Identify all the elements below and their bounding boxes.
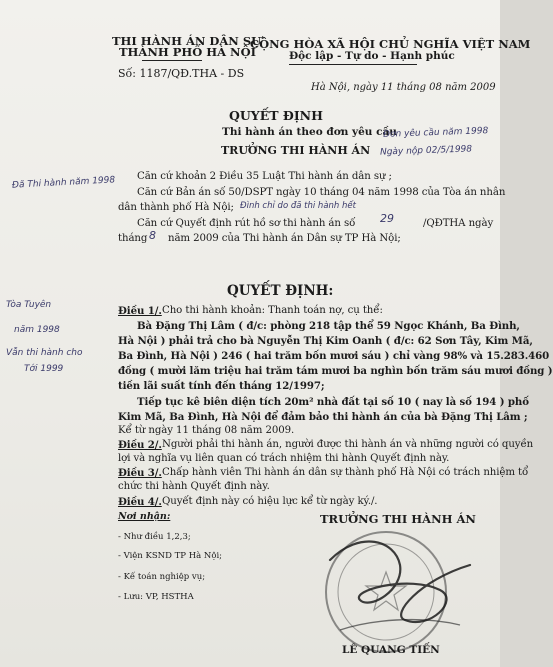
basis-line-3d: năm 2009 của Thi hành án Dân sự TP Hà Nội; bbox=[168, 233, 401, 244]
handwritten-note-request: Đơn yêu cầu năm 1998 bbox=[382, 126, 489, 140]
decision-title: QUYẾT ĐỊNH bbox=[229, 108, 323, 123]
article-1-para2-line1: Tiếp tục kê biên diện tích 20m² nhà đất tại số 10 ( nay là số 194 ) phố bbox=[137, 396, 529, 408]
handwritten-fill-reason: Đình chỉ do đã thi hành hết bbox=[240, 201, 356, 211]
article-2-line1: Người phải thi hành án, người được thi hành án và những người có quyền bbox=[162, 439, 534, 450]
signature-title: TRƯỞNG THI HÀNH ÁN bbox=[320, 512, 476, 526]
article-1-para2-line2: Kim Mã, Ba Đình, Hà Nội để đảm bảo thi hành án của bà Đặng Thị Lâm ; bbox=[118, 411, 528, 423]
article-4-label: Điều 4/. bbox=[118, 496, 162, 508]
document-number: Số: 1187/QĐ.THA - DS bbox=[118, 67, 245, 80]
republic-title: CỘNG HÒA XÃ HỘI CHỦ NGHĨA VIỆT NAM bbox=[250, 37, 531, 51]
article-1-para1-line2: Hà Nội ) phải trả cho bà Nguyễn Thị Kim Oanh ( đ/c: 62 Sơn Tây, Kim Mã, bbox=[118, 335, 533, 347]
article-1-para1-line1: Bà Đặng Thị Lâm ( đ/c: phòng 218 tập thể 59 Ngọc Khánh, Ba Đình, bbox=[137, 320, 520, 332]
article-1-para1-line4: đồng ( mười lăm triệu hai trăm tám mươi ba nghìn bốn trăm sáu mươi đồng ) bbox=[118, 365, 553, 377]
org-name-line2: THÀNH PHỐ HÀ NỘI bbox=[119, 45, 256, 59]
handwritten-margin-1: Tòa Tuyên bbox=[6, 300, 52, 310]
handwritten-note-date: Ngày nộp 02/5/1998 bbox=[379, 144, 473, 158]
authority-title: TRƯỞNG THI HÀNH ÁN bbox=[221, 144, 371, 157]
recipient-item: - Như điều 1,2,3; bbox=[118, 532, 191, 542]
national-motto: Độc lập - Tự do - Hạnh phúc bbox=[289, 50, 455, 62]
article-1-para1-line5: tiền lãi suất tính đến tháng 12/1997; bbox=[118, 380, 325, 392]
article-2-label: Điều 2/. bbox=[118, 439, 162, 451]
recipients-label: Nơi nhận: bbox=[118, 511, 171, 522]
org-underline bbox=[142, 60, 202, 61]
recipient-item: - Viện KSND TP Hà Nội; bbox=[118, 551, 223, 561]
handwritten-margin-4: Tới 1999 bbox=[24, 364, 64, 374]
decision-heading: QUYẾT ĐỊNH: bbox=[227, 283, 334, 299]
article-4-line1: Quyết định này có hiệu lực kể từ ngày ký./. bbox=[162, 496, 378, 507]
article-3-line2: chức thi hành Quyết định này. bbox=[118, 481, 270, 492]
basis-line-2b: dân thành phố Hà Nội; bbox=[118, 202, 234, 213]
basis-line-3b: /QĐTHA ngày bbox=[423, 218, 494, 229]
handwritten-margin-3: Vẫn thi hành cho bbox=[6, 348, 83, 358]
basis-line-1: Căn cứ khoản 2 Điều 35 Luật Thi hành án dân sự ; bbox=[137, 171, 392, 182]
recipient-item: - Lưu: VP, HSTHA bbox=[118, 592, 194, 602]
article-3-line1: Chấp hành viên Thi hành án dân sự thành phố Hà Nội có trách nhiệm tổ bbox=[162, 467, 529, 478]
handwritten-note-executed: Đã Thi hành năm 1998 bbox=[11, 175, 116, 191]
handwritten-margin-2: năm 1998 bbox=[14, 325, 60, 335]
place-date: Hà Nội, ngày 11 tháng 08 năm 2009 bbox=[311, 82, 496, 93]
signatory-name: LÊ QUANG TIẾN bbox=[342, 644, 440, 656]
recipient-item: - Kế toán nghiệp vụ; bbox=[118, 572, 206, 582]
basis-line-2a: Căn cứ Bản án số 50/DSPT ngày 10 tháng 04 năm 1998 của Tòa án nhân bbox=[137, 187, 506, 198]
article-1-effective-date: Kể từ ngày 11 tháng 08 năm 2009. bbox=[118, 425, 295, 436]
decision-subtitle: Thi hành án theo đơn yêu cầu bbox=[222, 126, 397, 138]
handwritten-signature-icon bbox=[300, 520, 490, 660]
basis-line-3a: Căn cứ Quyết định rút hồ sơ thi hành án số bbox=[137, 218, 356, 229]
org-name-line1: THI HÀNH ÁN DÂN SỰ bbox=[112, 34, 262, 48]
article-3-label: Điều 3/. bbox=[118, 467, 162, 479]
article-1-text: Cho thi hành khoản: Thanh toán nợ, cụ thể: bbox=[162, 305, 383, 316]
handwritten-fill-month: 8 bbox=[149, 229, 156, 242]
article-1-label: Điều 1/. bbox=[118, 305, 162, 317]
article-1-para1-line3: Ba Đình, Hà Nội ) 246 ( hai trăm bốn mươi sáu ) chỉ vàng 98% và 15.283.460 bbox=[118, 350, 550, 362]
basis-line-3c: tháng bbox=[118, 233, 148, 244]
handwritten-fill-number: 29 bbox=[380, 212, 394, 225]
motto-underline bbox=[289, 64, 417, 65]
article-2-line2: lợi và nghĩa vụ liên quan có trách nhiệm thi hành Quyết định này. bbox=[118, 453, 450, 464]
